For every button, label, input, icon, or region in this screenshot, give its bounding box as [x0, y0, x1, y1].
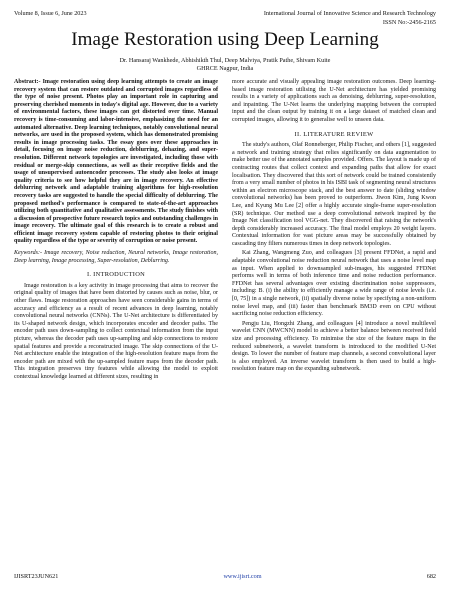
- volume-info: Volume 8, Issue 6, June 2023: [14, 10, 87, 17]
- section-heading-literature-review: II. LITERATURE REVIEW: [294, 130, 374, 138]
- paper-id: IJISRT23JUN621: [14, 573, 59, 580]
- author-list: Dr. Hansaraj Wankhede, Abhishikth Thul, Deep Malviya, Pratik Pathe, Shivam Kuite: [119, 57, 331, 64]
- literature-paragraph-3: Pengju Liu, Hongzhi Zhang, and colleagues [4] introduce a novel multilevel wavelet CNN (MWCNN) model to achieve a better balance between received field size and processing efficiency. To minimise the size of the feature maps in the reduced subnetwork, a wavelet transform is introduced to the modified U-Net design. To lower the number of feature map channels, a second convolutional layer is also employed. An inverse wavelet transform is then used to build a high-resolution feature map on the expanding subnetwork.: [232, 320, 436, 373]
- affiliation: GHRCE Nagpur, India: [196, 65, 254, 72]
- page-number: 682: [426, 573, 436, 580]
- running-header: [14, 10, 436, 26]
- literature-paragraph-2: Kai Zhang, Wangmeng Zuo, and colleagues [3] present FFDNet, a rapid and adaptable convolutional noise reduction neural network that uses a noise level map as input. When applied to downsampled sub-images, his suggested FFDNet performs well in terms of both inference time and noise reduction performance. FFDNet has several advantages over existing discrimination noise suppressors, including: B. (i) the ability to efficiently manage a wide range of noise levels (i.e. [0, 75]) in a single network, (ii) spatially diverse noise by specifying a non-uniform noise level map, and (iii) faster than benchmark BM3D even on CPU without sacrificing noise reduction efficiency.: [232, 250, 436, 318]
- intro-paragraph-continued: more accurate and visually appealing image restoration outcomes. Deep learning-based image restoration utilising the U-Net architecture has yielded promising results in a variety of applications such as denoising, deblurring, super-resolution, and inpainting. The U-Net learns the underlying mapping between the corrupted input and the clean output by training it on a large dataset of matched clean and corrupted images, allowing it to generalise well to unseen data.: [232, 79, 436, 123]
- running-footer: [14, 573, 436, 580]
- paper-title: Image Restoration using Deep Learning: [71, 29, 379, 50]
- website-link[interactable]: www.ijisrt.com: [223, 573, 262, 580]
- intro-paragraph: Image restoration is a key activity in image processing that aims to recover the original quality of images that have been distorted by causes such as noise, blur, or other flaws. Image restoration approaches have seen considerable gains in terms of accuracy and efficiency as a result of recent advances in deep learning, notably convolutional neural networks (CNNs). The U-Net architecture is differentiated by its U-shaped network design, which incorporates encoder and decoder paths. The encoder path uses down-sampling to collect contextual information from the input picture, whereas the decoder path uses up-sampling and skip connections to restore spatial features and provide a reconstructed image. The skip connections of the U-Net architecture enable the integration of the high-resolution feature maps from the encoder path are mixed with the up-sampled feature maps from the decoder path. This integration preserves tiny features while allowing the model to exploit contextual knowledge learned at different sizes, resulting in: [14, 282, 218, 380]
- journal-name: International Journal of Innovative Science and Research Technology: [263, 10, 436, 17]
- section-heading-introduction: I. INTRODUCTION: [86, 271, 146, 279]
- abstract: Abstract:- Image restoration using deep learning attempts to create an image recovery system that can restore outdated and corrupted images regardless of the type of noise present. Photos play an important role in capturing and preserving cherished moments in today's digital age. However, due to a variety of environmental factors, these images can get distorted over time. Manual recovery is time-consuming and labor-intensive, emphasizing the need for an automated alternative. Deep learning techniques, notably convolutional neural networks, are used in the proposed system, which has demonstrated promising results in image processing tasks. The essay goes over these approaches in detail, focusing on image noise reduction, deblurring, dehazing, and super-resolution. Different network topologies are investigated, including those with residual or merge-skip connections, as well as their receptive fields and the usage of unsupervised autoencoder processes. The study also looks at image quality criteria to see how helpful they are in image recovery. An effective deblurring network and adaptable training algorithms for high-resolution recovery tasks are suggested to handle the special difficulty of deblurring. The proposed method's performance is compared to state-of-the-art approaches utilizing both quantitative and qualitative assessments. The study finishes with a discussion of prospective future research topics and outstanding challenges in image recovery. The ultimate goal of this research is to create a robust and efficient image recovery system capable of restoring photos to their original quality regardless of the type or severity of corruption or noise present.: [14, 79, 218, 245]
- keywords: Keywords:- Image recovery, Noise reduction, Neural networks, Image restoration, Deep learning, Image processing, Super-resolution, Deblurring.: [14, 250, 218, 264]
- literature-paragraph-1: The study's authors, Olaf Ronneberger, Philip Fischer, and others [1], suggested a network and training strategy that relies significantly on data augmentation to make better use of the annotated samples provided. Offers. The layout is made up of contracting routes that collect context and expanding paths that allow for exact localisation. They discovered that this sort of network could be trained consistently from a very small number of photos in his ISBI task of segmenting neural structures within an electron microscope stack, and the best answer to date (sliding window convolutional networks) has been proved to outperform. Jiwon Kim, Jung Kwon Lee, and Kyung Mu Lee [2] offer a highly accurate single-frame super-resolution (SR) technique. Our method use a deep convolutional network inspired by the Image Net classification tool VGG-net. They discovered that raising the network's depth considerably increased accuracy. The final model employs 20 weight layers. Contextual information for vast picture areas may be successfully obtained by cascading tiny filters numerous times in deep network topologies.: [232, 142, 436, 247]
- right-column: [232, 79, 436, 376]
- author-block: [0, 57, 450, 73]
- left-column: [14, 79, 218, 384]
- issn: ISSN No:-2456-2165: [382, 19, 436, 26]
